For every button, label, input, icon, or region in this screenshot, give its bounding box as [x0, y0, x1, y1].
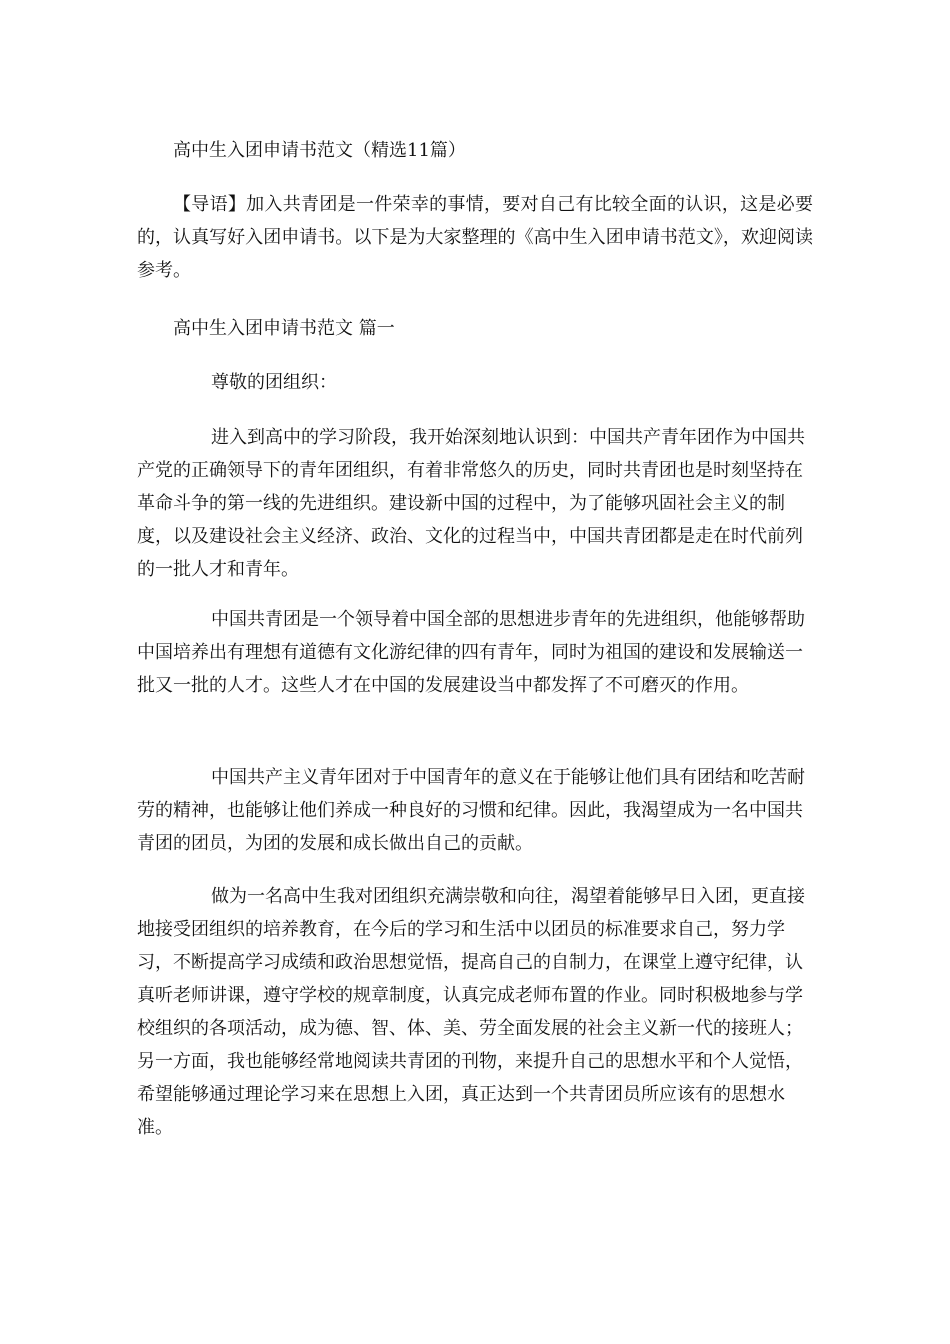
document-title: 高中生入团申请书范文（精选11篇）	[173, 140, 466, 161]
body-paragraph-2: 中国共青团是一个领导着中国全部的思想进步青年的先进组织，他能够帮助中国培养出有理想有道德有文化游纪律的四有青年，同时为祖国的建设和发展输送一批又一批的人才。这些人才在中国的发展建设当中都发挥了不可磨灭的作用。	[137, 609, 805, 696]
body-paragraph-4: 做为一名高中生我对团组织充满崇敬和向往，渴望着能够早日入团，更直接地接受团组织的培养教育，在今后的学习和生活中以团员的标准要求自己，努力学习，不断提高学习成绩和政治思想觉悟，提高自己的自制力，在课堂上遵守纪律，认真听老师讲课，遵守学校的规章制度，认真完成老师布置的作业。同时积极地参与学校组织的各项活动，成为德、智、体、美、劳全面发展的社会主义新一代的接班人；另一方面，我也能够经常地阅读共青团的刊物，来提升自己的思想水平和个人觉悟，希望能够通过理论学习来在思想上入团，真正达到一个共青团员所应该有的思想水准。	[137, 886, 805, 1138]
body-paragraph-3: 中国共产主义青年团对于中国青年的意义在于能够让他们具有团结和吃苦耐劳的精神，也能够让他们养成一种良好的习惯和纪律。因此，我渴望成为一名中国共青团的团员，为团的发展和成长做出自己的贡献。	[137, 767, 805, 854]
section-heading: 高中生入团申请书范文 篇一	[173, 318, 395, 339]
intro-paragraph: 【导语】加入共青团是一件荣幸的事情，要对自己有比较全面的认识，这是必要的，认真写好入团申请书。以下是为大家整理的《高中生入团申请书范文》，欢迎阅读参考。	[137, 194, 813, 281]
salutation: 尊敬的团组织：	[211, 372, 337, 393]
body-paragraph-1: 进入到高中的学习阶段，我开始深刻地认识到：中国共产青年团作为中国共产党的正确领导下的青年团组织，有着非常悠久的历史，同时共青团也是时刻坚持在革命斗争的第一线的先进组织。建设新中国的过程中，为了能够巩固社会主义的制度，以及建设社会主义经济、政治、文化的过程当中，中国共青团都是走在时代前列的一批人才和青年。	[137, 427, 805, 580]
